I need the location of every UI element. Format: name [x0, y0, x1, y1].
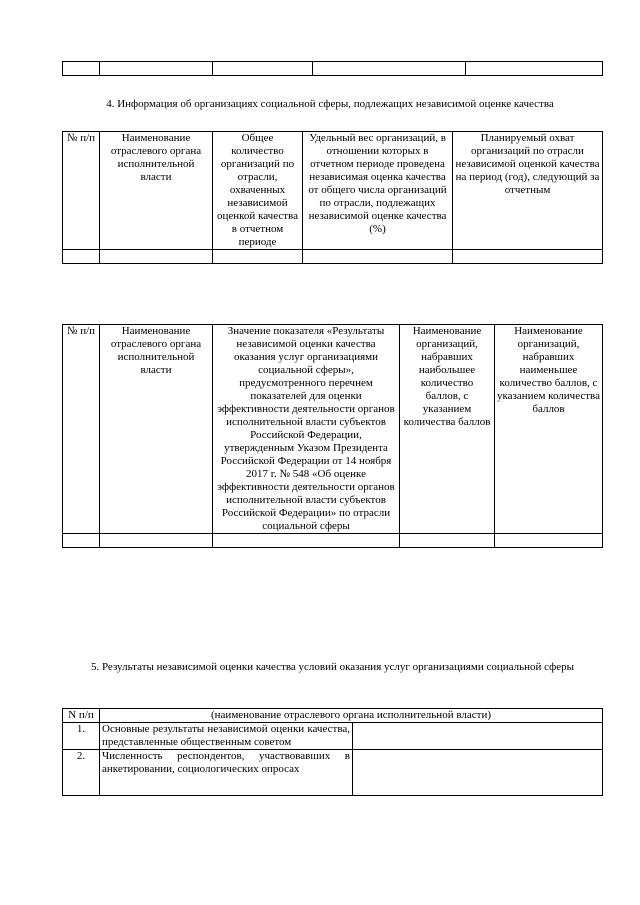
indicator-values-table: [62, 324, 603, 548]
organizations-coverage-table: [62, 131, 603, 264]
table-row: [63, 250, 603, 264]
row-text: Численность респондентов, участвовавших в анкетировании, социологических опросах: [100, 750, 353, 796]
row-text: Основные результаты независимой оценки качества, представленные общественным советом: [100, 723, 353, 750]
section-5-heading: 5. Результаты независимой оценки качества условий оказания услуг организациями социальной сферы: [90, 661, 575, 673]
header-num: N п/п: [63, 709, 100, 723]
row-num: 1.: [63, 723, 100, 750]
header-share: Удельный вес организаций, в отношении которых в отчетном периоде проведена независимая оценка качества от общего числа организаций по отрасли, подлежащих независимой оценке качества (%): [303, 132, 453, 250]
header-authority-name: (наименование отраслевого органа исполнительной власти): [100, 709, 603, 723]
row-num: 2.: [63, 750, 100, 796]
header-authority: Наименование отраслевого органа исполнительной власти: [100, 325, 213, 534]
header-indicator-value: Значение показателя «Результаты независимой оценки качества оказания услуг организациями социальной сферы», предусмотренного перечнем показателей для оценки эффективности деятельности органов исполнительной власти субъектов Российской Федерации, утвержденным Указом Президента Российской Федерации от 14 ноября 2017 г. № 548 «Об оценке эффективности деятельности органов исполнительной власти субъектов Российской Федерации» по отрасли социальной сферы: [213, 325, 400, 534]
header-bottom-orgs: Наименование организаций, набравших наименьшее количество баллов, с указанием количества баллов: [495, 325, 603, 534]
header-top-orgs: Наименование организаций, набравших наибольшее количество баллов, с указанием количества баллов: [400, 325, 495, 534]
results-table: [62, 708, 603, 796]
header-num: № п/п: [63, 325, 100, 534]
table-row: [63, 723, 603, 750]
table-header-row: [63, 132, 603, 250]
header-total-orgs: Общее количество организаций по отрасли, охваченных независимой оценкой качества в отчетном периоде: [213, 132, 303, 250]
table-row: [63, 750, 603, 796]
header-authority: Наименование отраслевого органа исполнительной власти: [100, 132, 213, 250]
row-value: [353, 723, 603, 750]
previous-table-fragment: [62, 61, 603, 76]
row-value: [353, 750, 603, 796]
table-header-row: [63, 709, 603, 723]
header-planned: Планируемый охват организаций по отрасли независимой оценкой качества на период (год), следующий за отчетным: [453, 132, 603, 250]
section-4-heading: 4. Информация об организациях социальной сферы, подлежащих независимой оценке качества: [106, 98, 554, 110]
header-num: № п/п: [63, 132, 100, 250]
table-header-row: [63, 325, 603, 534]
table-row: [63, 62, 603, 76]
table-row: [63, 534, 603, 548]
